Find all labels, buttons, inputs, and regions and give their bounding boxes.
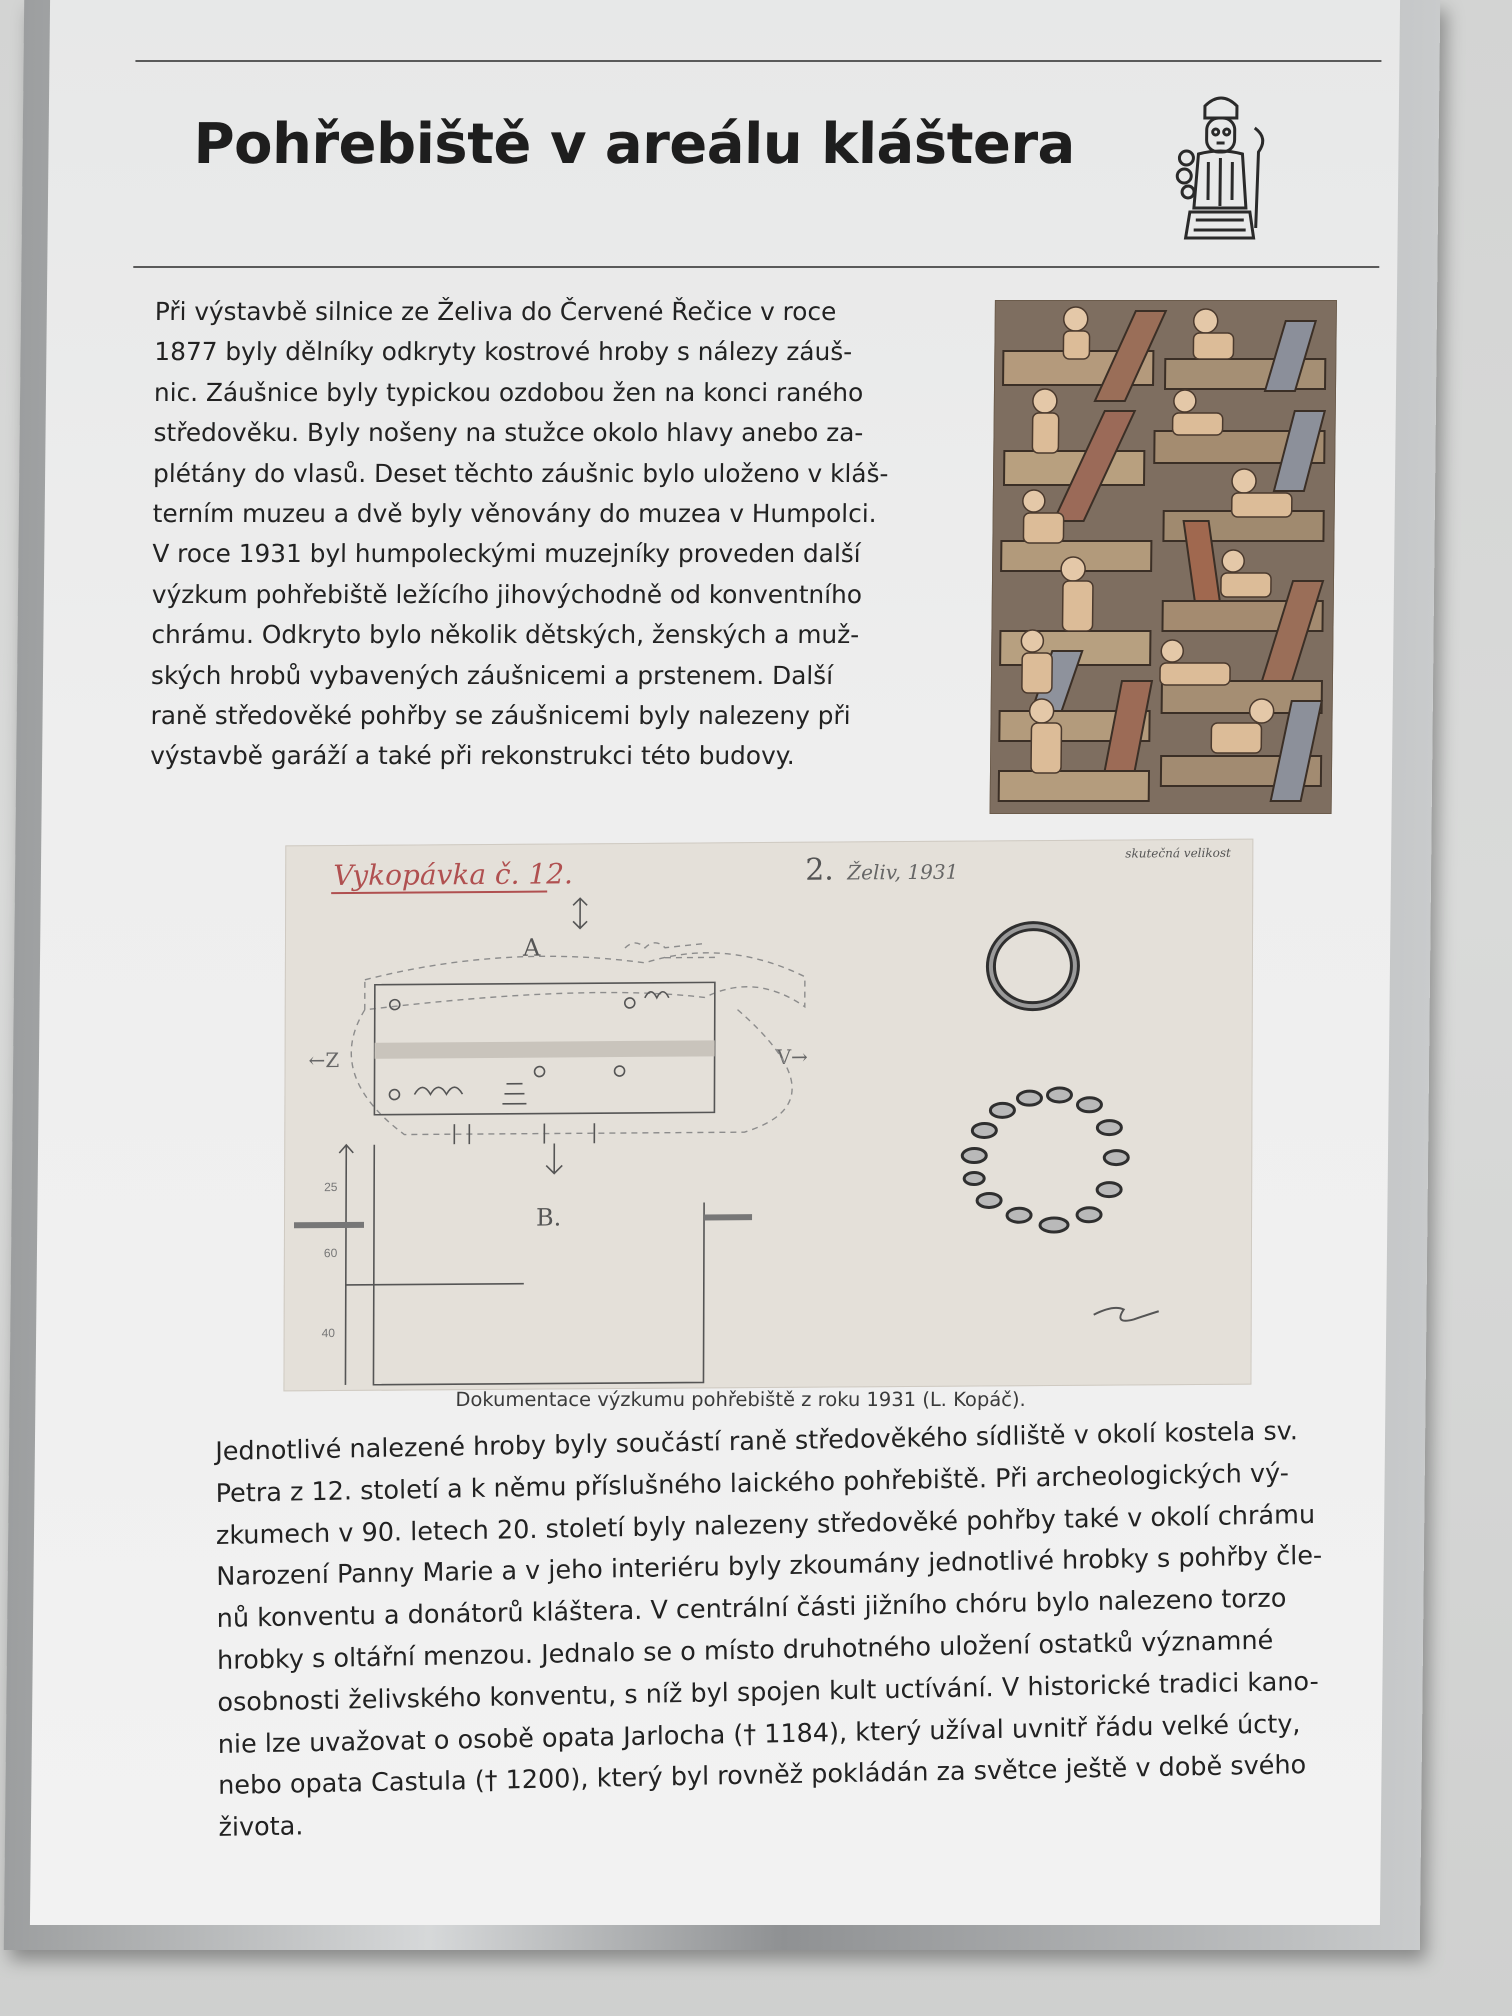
body-line: nebo opata Castula († 1200), který byl rovněž pokládán za světce ještě v době svého bbox=[218, 1750, 1307, 1802]
intro-line: V roce 1931 byl humpoleckými muzejníky proveden další bbox=[152, 539, 861, 569]
intro-line: terním muzeu a dvě byly věnovány do muzea v Humpolci. bbox=[152, 499, 877, 529]
sketch-depth-label: 60 bbox=[323, 1246, 338, 1261]
figure-emblem-icon bbox=[1169, 88, 1271, 248]
sketch-number: 2. bbox=[805, 852, 834, 888]
intro-line: ských hrobů vybavených záušnicemi a prstenem. Další bbox=[150, 660, 834, 690]
sketch-depth-label: 40 bbox=[321, 1326, 336, 1341]
intro-line: Při výstavbě silnice ze Želiva do Červené Řečice v roce bbox=[154, 297, 837, 326]
intro-line: středověku. Byly nošeny na stužce okolo hlavy anebo za- bbox=[153, 418, 864, 448]
body-line: hrobky s oltářní menzou. Jednalo se o místo druhotného uložení ostatků významné bbox=[216, 1625, 1274, 1676]
sketch-place-date: Želiv, 1931 bbox=[847, 859, 959, 885]
intro-line: výzkum pohřebiště ležícího jihovýchodně od konventního bbox=[151, 579, 863, 609]
intro-line: plétány do vlasů. Deset těchto záušnic bylo uloženo v kláš- bbox=[152, 458, 889, 488]
sketch-label-a: A bbox=[522, 933, 541, 962]
sketch-west: ←Z bbox=[308, 1047, 340, 1073]
sketch-east: V→ bbox=[776, 1044, 808, 1069]
intro-line: raně středověké pohřby se záušnicemi byly nalezeny při bbox=[150, 701, 851, 731]
body-line: Petra z 12. století a k němu příslušného laického pohřebiště. Při archeologických vý- bbox=[215, 1458, 1290, 1509]
intro-line: 1877 byly dělníky odkryty kostrové hroby s nálezy záuš- bbox=[154, 337, 853, 367]
sketch-corner-note: skutečná velikost bbox=[1125, 845, 1231, 861]
intro-line: chrámu. Odkryto bylo několik dětských, ženských a muž- bbox=[151, 620, 860, 650]
sketch-heading: Vykopávka č. 12. bbox=[333, 857, 574, 893]
page-title: Pohřebiště v areálu kláštera bbox=[193, 112, 1076, 177]
body-line: nů konventu a donátorů kláštera. V centrální části jižního chóru bylo nalezeno torzo bbox=[216, 1583, 1287, 1635]
body-line: Narození Panny Marie a v jeho interiéru byly zkoumány jednotlivé hrobky s pohřby čle- bbox=[216, 1541, 1323, 1593]
sketch-depth-label: 25 bbox=[324, 1180, 338, 1195]
body-line: života. bbox=[218, 1811, 304, 1844]
intro-line: výstavbě garáží a také při rekonstrukci této budovy. bbox=[150, 741, 795, 771]
title-rule bbox=[133, 266, 1379, 268]
sketch-label-b: B. bbox=[535, 1203, 562, 1232]
body-line: osobnosti želivského konventu, s níž byl spojen kult uctívání. V historické tradici kano- bbox=[217, 1666, 1319, 1718]
excavation-sketch bbox=[283, 839, 1253, 1392]
body-paragraph bbox=[215, 1410, 1339, 1849]
intro-paragraph bbox=[150, 292, 967, 777]
top-rule bbox=[135, 60, 1381, 62]
body-line: Jednotlivé nalezené hroby byly součástí raně středověkého sídliště v okolí kostela sv. bbox=[215, 1416, 1299, 1467]
medieval-resurrection-illustration bbox=[990, 300, 1337, 814]
body-line: zkumech v 90. letech 20. století byly nalezeny středověké pohřby také v okolí chrámu bbox=[215, 1499, 1316, 1551]
intro-line: nic. Záušnice byly typickou ozdobou žen na konci raného bbox=[153, 377, 864, 407]
info-panel bbox=[30, 0, 1400, 1925]
body-line: nie lze uvažovat o osobě opata Jarlocha († 1184), který užíval uvnitř řádu velké úcty, bbox=[217, 1708, 1301, 1760]
photo-caption: Dokumentace výzkumu pohřebiště z roku 1931 (L. Kopáč). bbox=[455, 1388, 1026, 1411]
